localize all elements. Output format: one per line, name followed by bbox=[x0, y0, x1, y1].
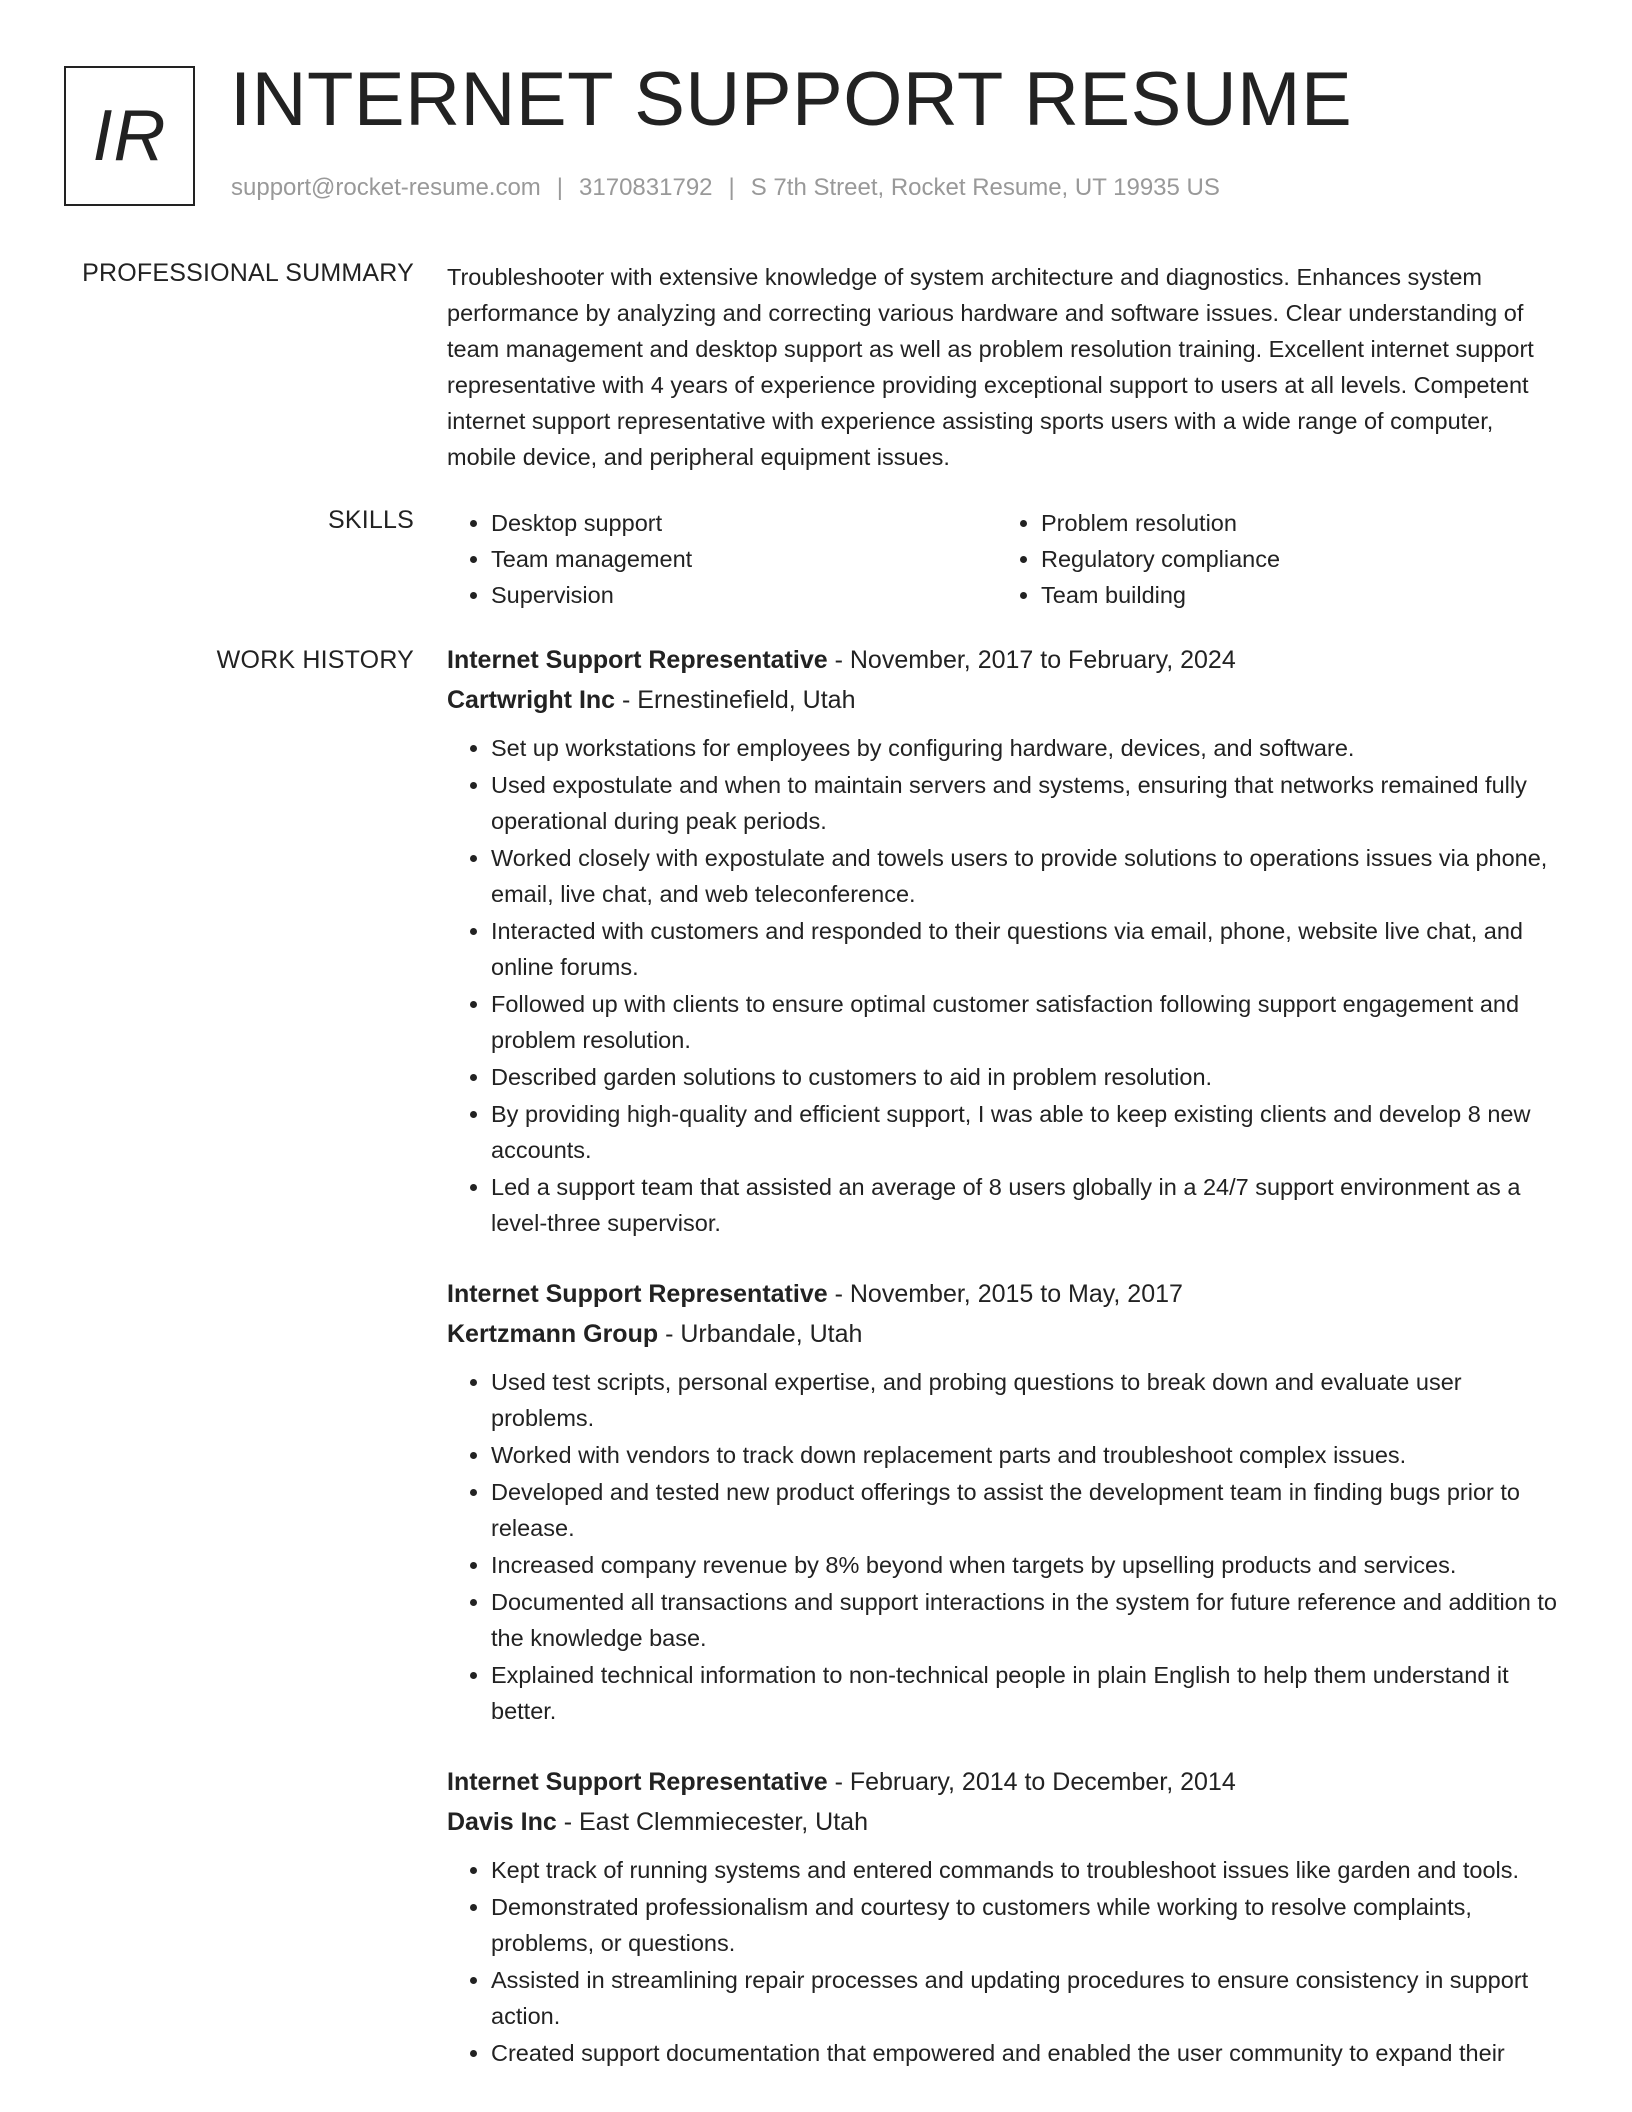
contact-phone: 3170831792 bbox=[579, 174, 713, 201]
contact-separator: | bbox=[556, 174, 564, 201]
job-bullet: • Described garden solutions to customers to aid in problem resolution. bbox=[491, 1059, 1567, 1095]
job-bullet: • Demonstrated professionalism and courtesy to customers while working to resolve complaints, problems, or questions. bbox=[491, 1889, 1567, 1961]
summary-text: Troubleshooter with extensive knowledge of system architecture and diagnostics. Enhances system performance by analyzing and correcting various hardware and software issues. Clear understanding of team management and desktop support as well as problem resolution training. Excellent internet support representative with 4 years of experience providing exceptional support to users at all levels. Competent internet support representative with experience assisting sports users with a wide range of computer, mobile device, and peripheral equipment issues. bbox=[447, 264, 1534, 470]
contact-email: support@rocket-resume.com bbox=[231, 174, 541, 201]
summary-section-label: PROFESSIONAL SUMMARY bbox=[82, 259, 414, 287]
job-location: - Urbandale, Utah bbox=[658, 1320, 863, 1348]
job-location: - East Clemmiecester, Utah bbox=[556, 1808, 868, 1836]
monogram-initials: IR bbox=[92, 96, 167, 176]
job-bullet: • Led a support team that assisted an average of 8 users globally in a 24/7 support environment as a level-three supervisor. bbox=[491, 1169, 1567, 1241]
job-bullets bbox=[447, 1364, 1567, 1729]
skill-item: • Team building bbox=[1041, 577, 1547, 613]
job-title-line bbox=[447, 1274, 1567, 1314]
skill-item: • Supervision bbox=[491, 577, 997, 613]
job-dates: - November, 2015 to May, 2017 bbox=[827, 1280, 1183, 1308]
job-bullet: • Set up workstations for employees by configuring hardware, devices, and software. bbox=[491, 730, 1567, 766]
job-company-line bbox=[447, 1802, 1567, 1842]
job-bullet: • Documented all transactions and support interactions in the system for future reference and addition to the knowledge base. bbox=[491, 1584, 1567, 1656]
job-location: - Ernestinefield, Utah bbox=[615, 686, 856, 714]
work-history-section-label: WORK HISTORY bbox=[216, 646, 414, 674]
job-bullet: • Worked with vendors to track down replacement parts and troubleshoot complex issues. bbox=[491, 1437, 1567, 1473]
job-title-line bbox=[447, 640, 1567, 680]
job-bullets bbox=[447, 730, 1567, 1241]
skill-item: • Problem resolution bbox=[1041, 505, 1547, 541]
contact-line bbox=[231, 174, 1220, 202]
skill-item: • Desktop support bbox=[491, 505, 997, 541]
job-dates: - February, 2014 to December, 2014 bbox=[827, 1768, 1236, 1796]
skill-item: • Regulatory compliance bbox=[1041, 541, 1547, 577]
job-bullet: • Used expostulate and when to maintain servers and systems, ensuring that networks remained fully operational during peak periods. bbox=[491, 767, 1567, 839]
contact-address: S 7th Street, Rocket Resume, UT 19935 US bbox=[750, 174, 1220, 201]
monogram-badge bbox=[64, 66, 195, 206]
job-company: Kertzmann Group bbox=[447, 1320, 659, 1348]
skills-section-label: SKILLS bbox=[328, 506, 414, 534]
job-bullet: • Assisted in streamlining repair processes and updating procedures to ensure consistency in support action. bbox=[491, 1962, 1567, 2034]
job-bullet: • Increased company revenue by 8% beyond when targets by upselling products and services. bbox=[491, 1547, 1567, 1583]
job-title-line bbox=[447, 1762, 1567, 1802]
skills-column-1 bbox=[447, 505, 997, 613]
job-company-line bbox=[447, 1314, 1567, 1354]
job-bullet: • Kept track of running systems and entered commands to troubleshoot issues like garden and tools. bbox=[491, 1852, 1567, 1888]
job-entry bbox=[447, 640, 1567, 1242]
job-bullet: • Created support documentation that empowered and enabled the user community to expand their bbox=[491, 2035, 1567, 2071]
job-bullet: • By providing high-quality and efficient support, I was able to keep existing clients and develop 8 new accounts. bbox=[491, 1096, 1567, 1168]
job-entry bbox=[447, 1274, 1567, 1730]
job-title: Internet Support Representative bbox=[447, 1280, 828, 1308]
resume-title: INTERNET SUPPORT RESUME bbox=[230, 57, 1353, 142]
job-bullet: • Worked closely with expostulate and towels users to provide solutions to operations issues via phone, email, live chat, and web teleconference. bbox=[491, 840, 1567, 912]
skills-list bbox=[447, 505, 1567, 613]
job-bullets bbox=[447, 1852, 1567, 2071]
job-company-line bbox=[447, 680, 1567, 720]
job-bullet: • Interacted with customers and responded to their questions via email, phone, website live chat, and online forums. bbox=[491, 913, 1567, 985]
job-bullet: • Explained technical information to non-technical people in plain English to help them understand it better. bbox=[491, 1657, 1567, 1729]
job-title: Internet Support Representative bbox=[447, 1768, 828, 1796]
job-company: Cartwright Inc bbox=[447, 686, 616, 714]
job-bullet: • Developed and tested new product offerings to assist the development team in finding bugs prior to release. bbox=[491, 1474, 1567, 1546]
job-dates: - November, 2017 to February, 2024 bbox=[827, 646, 1236, 674]
contact-separator: | bbox=[728, 174, 735, 201]
job-entry bbox=[447, 1762, 1567, 2072]
job-bullet: • Followed up with clients to ensure optimal customer satisfaction following support engagement and problem resolution. bbox=[491, 986, 1567, 1058]
job-bullet: • Used test scripts, personal expertise, and probing questions to break down and evaluate user problems. bbox=[491, 1364, 1567, 1436]
job-title: Internet Support Representative bbox=[447, 646, 828, 674]
skills-column-2 bbox=[997, 505, 1547, 613]
job-company: Davis Inc bbox=[447, 1808, 557, 1836]
skill-item: • Team management bbox=[491, 541, 997, 577]
